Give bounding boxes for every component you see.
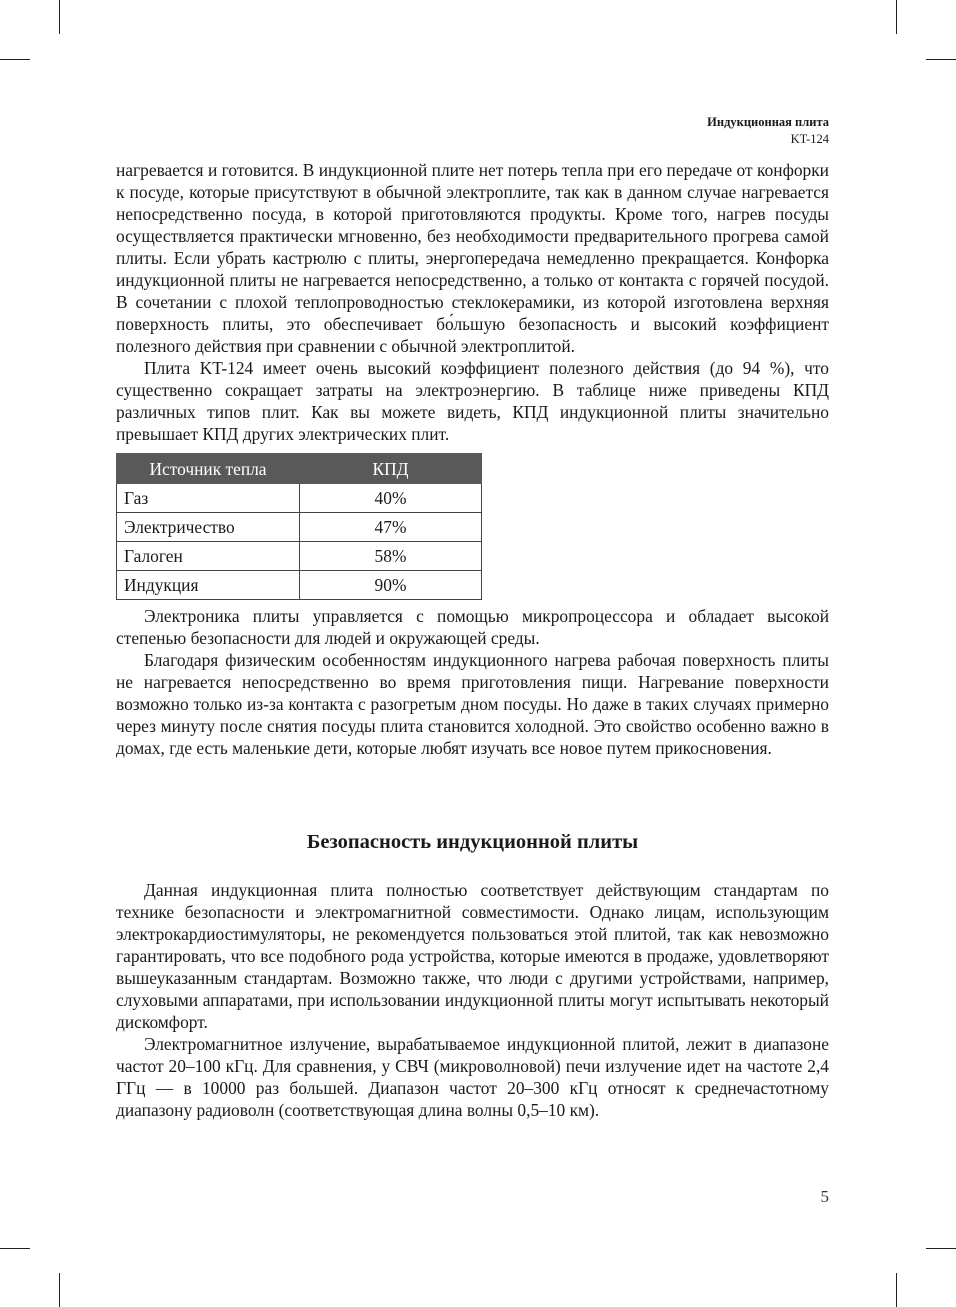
section-heading-safety: Безопасность индукционной плиты — [306, 831, 639, 853]
crop-mark-bottom-left — [59, 1273, 60, 1307]
page-number: 5 — [820, 1187, 829, 1206]
table-row — [117, 542, 482, 571]
crop-mark-bottom-left-h — [0, 1248, 30, 1249]
column-header-source: Источник тепла — [117, 454, 300, 484]
cell-efficiency: 40% — [300, 484, 482, 513]
crop-mark-top-left — [59, 0, 60, 34]
paragraph-radiation: Электромагнитное излучение, вырабатываемое индукционной плитой, лежит в диапазоне частот 20–100 кГц. Для сравнения, у СВЧ (микроволновой) печи излучение идет на частоте 2,4 ГГц — в 10000 раз большей. Диапазон частот 20–300 кГц относят к среднечастотному диапазону радиоволн (соответствующая длина волны 0,5–10 км). — [116, 1034, 829, 1120]
cell-efficiency: 47% — [300, 513, 482, 542]
table-header-row — [117, 454, 482, 484]
header-title: Индукционная плита — [707, 115, 829, 129]
running-header — [707, 114, 829, 148]
crop-mark-top-right-h — [926, 59, 956, 60]
crop-mark-bottom-right-h — [926, 1248, 956, 1249]
table-row — [117, 571, 482, 600]
paragraph-efficiency: Плита KT-124 имеет очень высокий коэффициент полезного действия (до 94 %), что существенно сокращает затраты на электроэнергию. В таблице ниже приведены КПД различных типов плит. Как вы можете видеть, КПД индукционной плиты значительно превышает КПД других электрических плит. — [116, 358, 829, 444]
cell-source: Электричество — [117, 513, 300, 542]
paragraph-surface: Благодаря физическим особенностям индукционного нагрева рабочая поверхность плиты не нагревается непосредственно во время приготовления пищи. Нагревание поверхности возможно только из-за контакта с разогретым дном посуды. Но даже в таких случаях примерно через минуту после снятия посуды плита становится холодной. Это свойство особенно важно в домах, где есть маленькие дети, которые любят изучать все новое путем прикосновения. — [116, 650, 829, 758]
paragraph-heating: нагревается и готовится. В индукционной плите нет потерь тепла при его передаче от конфорки к посуде, которые присутствуют в обычной электроплите, так как в данном случае нагревается непосредственно посуда, в которой приготовляются продукты. Кроме того, нагрев посуды осуществляется практически мгновенно, без необходимости предварительного прогрева самой плиты. Если убрать кастрюлю с плиты, энергопередача немедленно прекращается. Конфорка индукционной плиты не нагревается непосредственно, а только от контакта с горячей посудой. В сочетании с плохой теплопроводностью стеклокерамики, из которой изготовлена верхняя поверхность плиты, это обеспечивает бо́льшую безопасность и высокий коэффициент полезного действия при сравнении с обычной электроплитой. — [116, 160, 829, 356]
efficiency-table — [116, 453, 482, 600]
paragraph-standards: Данная индукционная плита полностью соответствует действующим стандартам по технике безопасности и электромагнитной совместимости. Однако лицам, использующим электрокардиостимуляторы, не рекомендуется пользоваться этой плитой, так как невозможно гарантировать, что все подобного рода устройства, которые имеются в продаже, удовлетворяют вышеуказанным стандартам. Возможно также, что люди с другими устройствами, например, слуховыми аппаратами, при использовании индукционной плиты могут испытывать некоторый дискомфорт. — [116, 880, 829, 1032]
crop-mark-top-right — [896, 0, 897, 34]
cell-efficiency: 90% — [300, 571, 482, 600]
crop-mark-top-left-h — [0, 59, 30, 60]
header-model: KT-124 — [790, 132, 829, 146]
cell-source: Индукция — [117, 571, 300, 600]
table-row — [117, 484, 482, 513]
page-content — [116, 159, 829, 1121]
cell-efficiency: 58% — [300, 542, 482, 571]
crop-mark-bottom-right — [896, 1273, 897, 1307]
paragraph-electronics: Электроника плиты управляется с помощью микропроцессора и обладает высокой степенью безопасности для людей и окружающей среды. — [116, 606, 829, 648]
column-header-efficiency: КПД — [300, 454, 482, 484]
cell-source: Галоген — [117, 542, 300, 571]
cell-source: Газ — [117, 484, 300, 513]
table-row — [117, 513, 482, 542]
